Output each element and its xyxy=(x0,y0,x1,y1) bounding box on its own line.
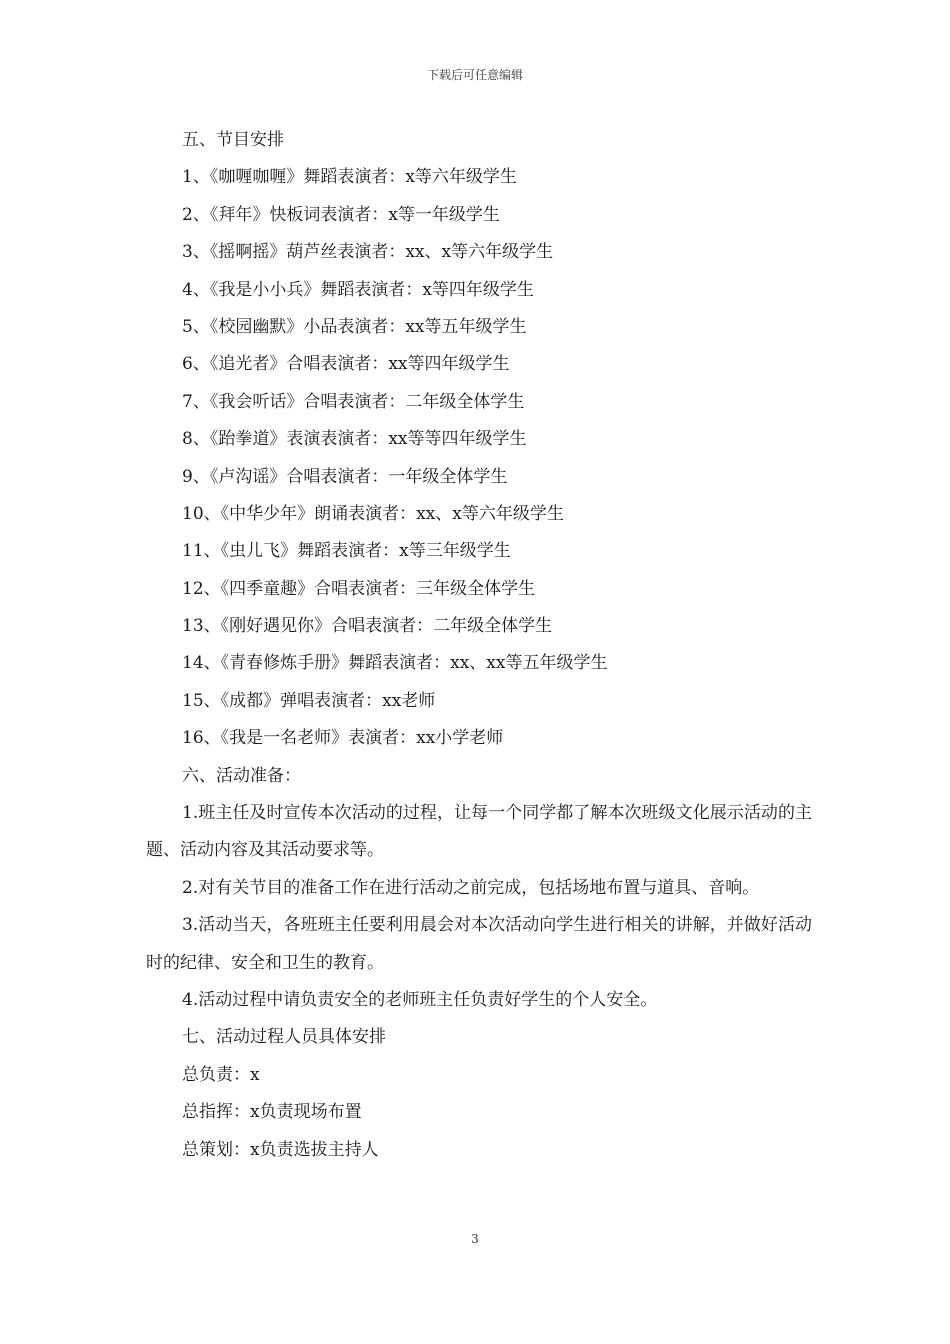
program-item: 15、《成都》弹唱表演者：xx老师 xyxy=(182,690,436,711)
program-item: 16、《我是一名老师》表演者：xx小学老师 xyxy=(182,728,504,749)
program-item: 3、《摇啊摇》葫芦丝表演者：xx、x等六年级学生 xyxy=(182,242,554,263)
program-item: 10、《中华少年》朗诵表演者：xx、x等六年级学生 xyxy=(182,503,564,524)
section-heading-program: 五、节目安排 xyxy=(182,130,284,150)
program-item: 9、《卢沟谣》合唱表演者：一年级全体学生 xyxy=(182,466,508,487)
staff-item: 总策划：x负责选拔主持人 xyxy=(182,1139,379,1160)
program-item: 4、《我是小小兵》舞蹈表演者：x等四年级学生 xyxy=(182,279,534,300)
program-item: 5、《校园幽默》小品表演者：xx等五年级学生 xyxy=(182,316,527,337)
staff-item: 总负责：x xyxy=(182,1064,260,1085)
prep-paragraph: 2.对有关节目的准备工作在进行活动之前完成，包括场地布置与道具、音响。 xyxy=(182,877,760,898)
program-item: 12、《四季童趣》合唱表演者：三年级全体学生 xyxy=(182,578,536,599)
prep-paragraph: 4.活动过程中请负责安全的老师班主任负责好学生的个人安全。 xyxy=(182,990,658,1011)
page-header: 下载后可任意编辑 xyxy=(426,68,523,82)
page-number: 3 xyxy=(471,1232,479,1246)
staff-item: 总指挥：x负责现场布置 xyxy=(182,1102,362,1123)
program-item: 13、《刚好遇见你》合唱表演者：二年级全体学生 xyxy=(182,616,553,637)
program-item: 14、《青春修炼手册》舞蹈表演者：xx、xx等五年级学生 xyxy=(182,653,608,674)
program-item: 2、《拜年》快板词表演者：x等一年级学生 xyxy=(182,204,500,225)
document-body xyxy=(146,122,812,1169)
program-item: 6、《追光者》合唱表演者：xx等四年级学生 xyxy=(182,354,510,375)
program-item: 7、《我会听话》合唱表演者：二年级全体学生 xyxy=(182,391,525,412)
program-item: 11、《虫儿飞》舞蹈表演者：x等三年级学生 xyxy=(182,541,511,562)
section-heading-prep: 六、活动准备： xyxy=(182,765,301,786)
program-item: 1、《咖喱咖喱》舞蹈表演者：x等六年级学生 xyxy=(182,167,517,188)
prep-paragraph: 3.活动当天，各班班主任要利用晨会对本次活动向学生进行相关的讲解，并做好活动时的纪律、安全和卫生的教育。 xyxy=(146,915,812,973)
prep-paragraph: 1.班主任及时宣传本次活动的过程，让每一个同学都了解本次班级文化展示活动的主题、活动内容及其活动要求等。 xyxy=(146,803,812,861)
program-item: 8、《跆拳道》表演表演者：xx等等四年级学生 xyxy=(182,429,527,450)
section-heading-staff: 七、活动过程人员具体安排 xyxy=(182,1027,386,1048)
